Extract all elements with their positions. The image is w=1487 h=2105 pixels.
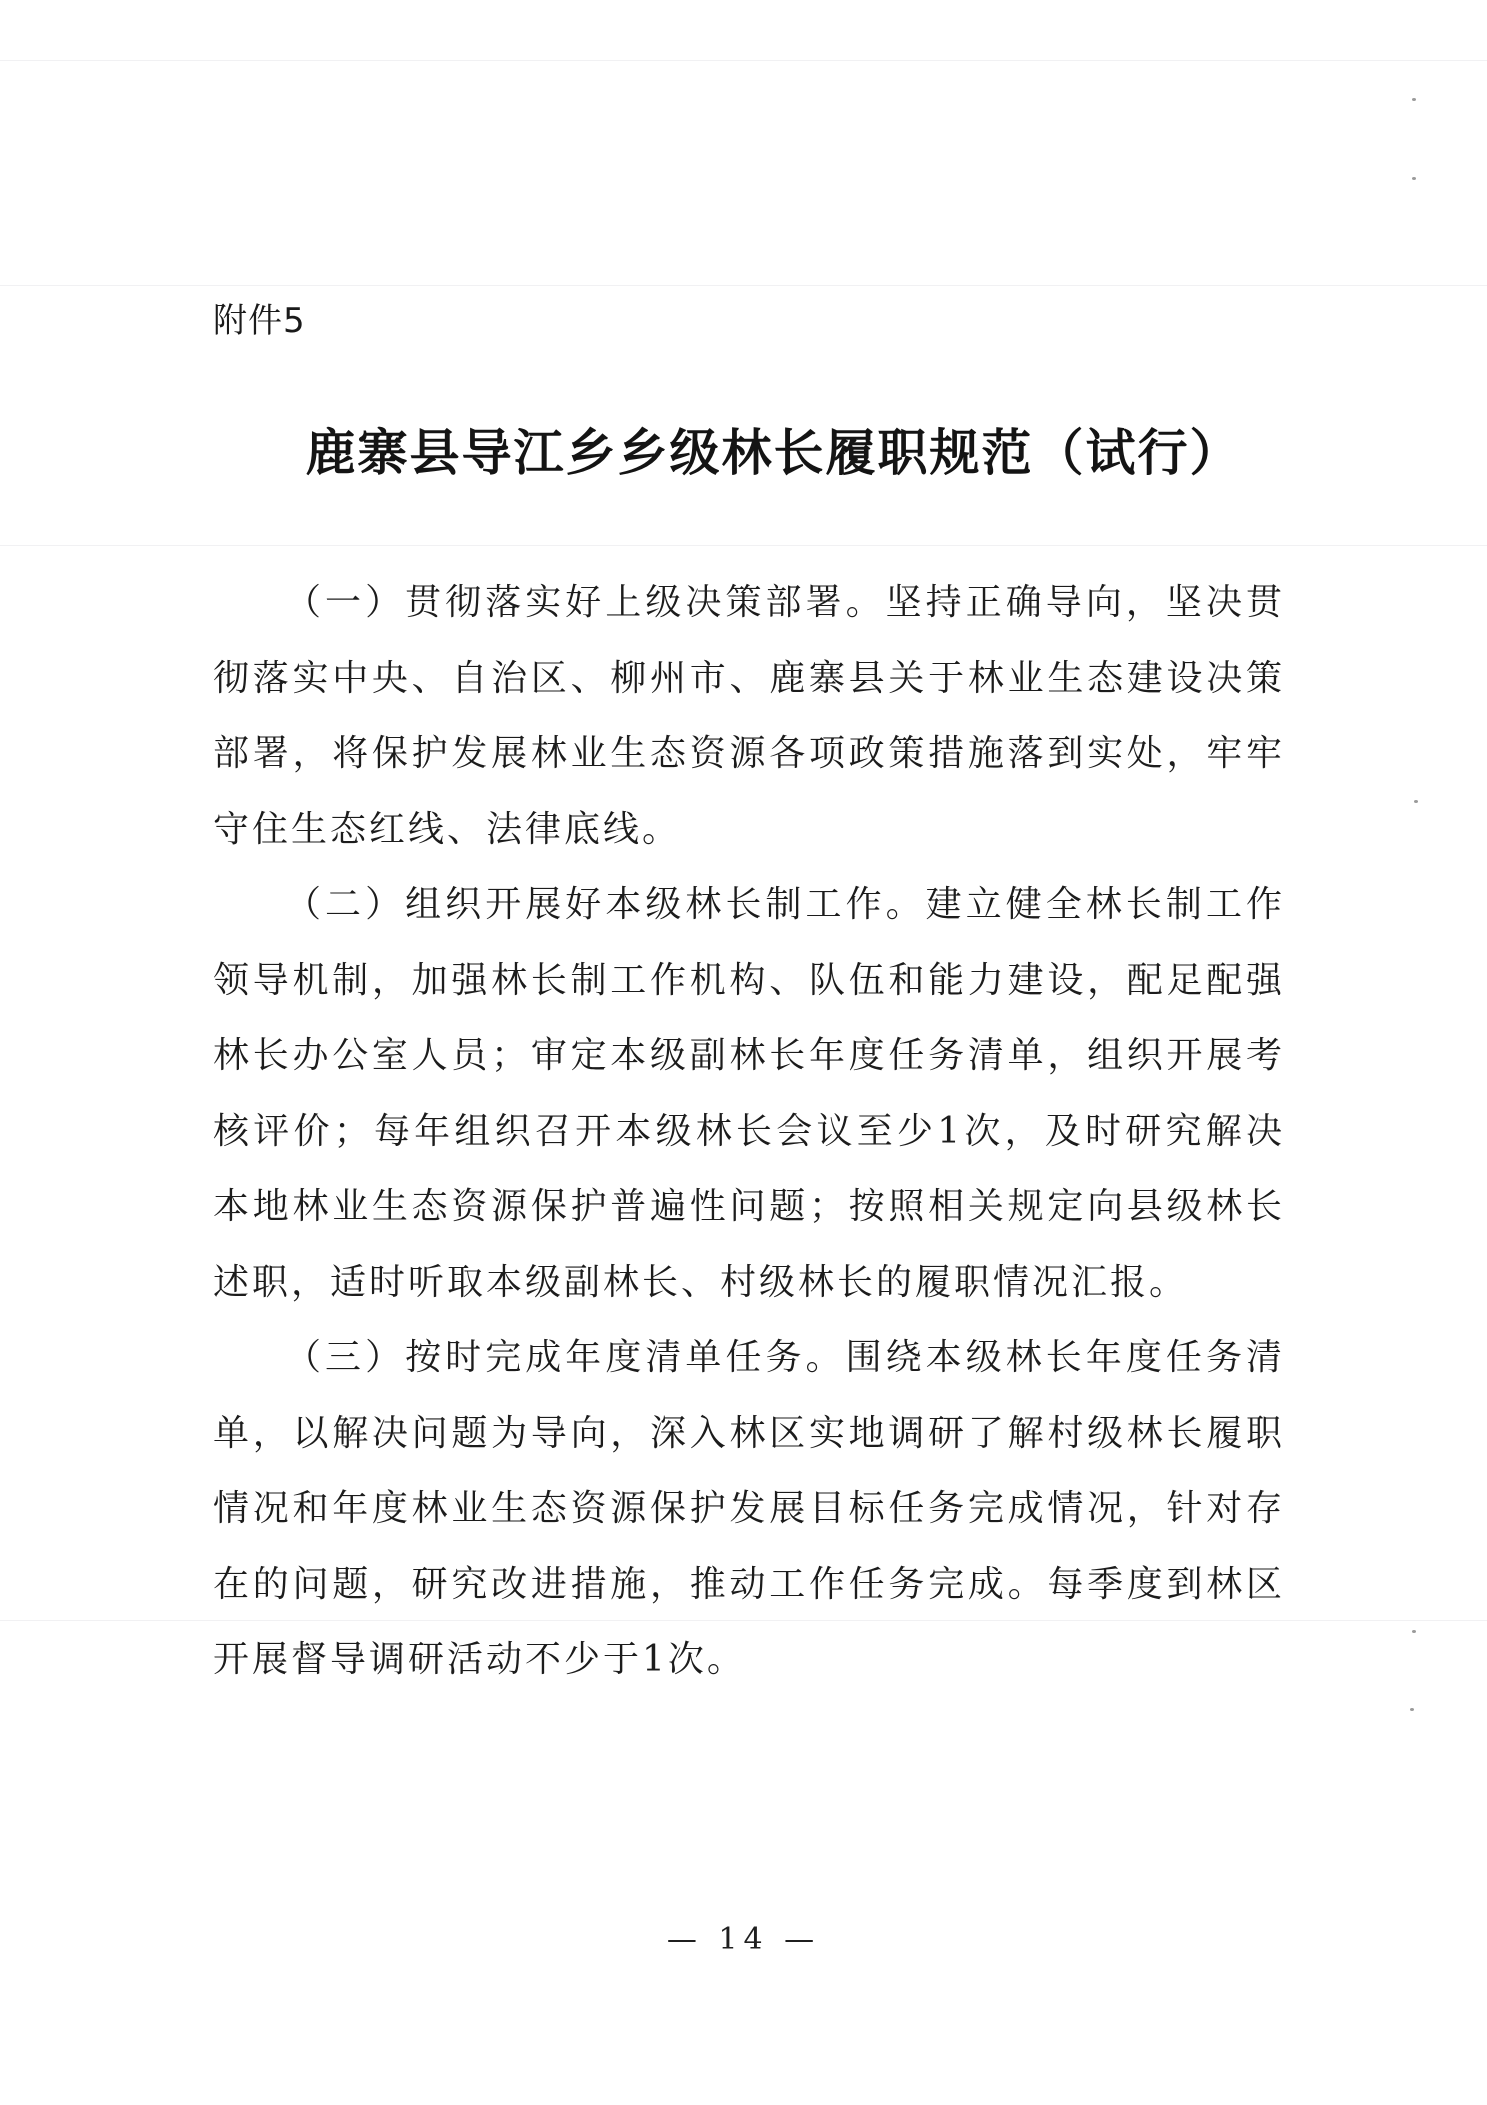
scan-speck: [1412, 98, 1416, 101]
scan-artifact: [0, 285, 1487, 286]
scan-artifact: [0, 60, 1487, 61]
paragraph-1: （一）贯彻落实好上级决策部署。坚持正确导向，坚决贯彻落实中央、自治区、柳州市、鹿寨县关于林业生态建设决策部署，将保护发展林业生态资源各项政策措施落到实处，牢牢守住生态红线、法律底线。: [213, 582, 1285, 850]
scan-speck: [1412, 1630, 1416, 1633]
scan-speck: [1414, 800, 1418, 803]
scan-artifact: [0, 545, 1487, 546]
scan-speck: [1412, 177, 1416, 180]
document-body: [213, 565, 1285, 1698]
attachment-label: 附件5: [213, 301, 306, 341]
paragraph-3: （三）按时完成年度清单任务。围绕本级林长年度任务清单，以解决问题为导向，深入林区实地调研了解村级林长履职情况和年度林业生态资源保护发展目标任务完成情况，针对存在的问题，研究改进措施，推动工作任务完成。每季度到林区开展督导调研活动不少于1次。: [213, 1337, 1285, 1680]
scan-speck: [1410, 1708, 1414, 1711]
document-title: 鹿寨县导江乡乡级林长履职规范（试行）: [305, 423, 1242, 482]
paragraph-2: （二）组织开展好本级林长制工作。建立健全林长制工作领导机制，加强林长制工作机构、队伍和能力建设，配足配强林长办公室人员；审定本级副林长年度任务清单，组织开展考核评价；每年组织召开本级林长会议至少1次，及时研究解决本地林业生态资源保护普遍性问题；按照相关规定向县级林长述职，适时听取本级副林长、村级林长的履职情况汇报。: [213, 884, 1285, 1303]
page-number: — 14 —: [666, 1922, 821, 1957]
